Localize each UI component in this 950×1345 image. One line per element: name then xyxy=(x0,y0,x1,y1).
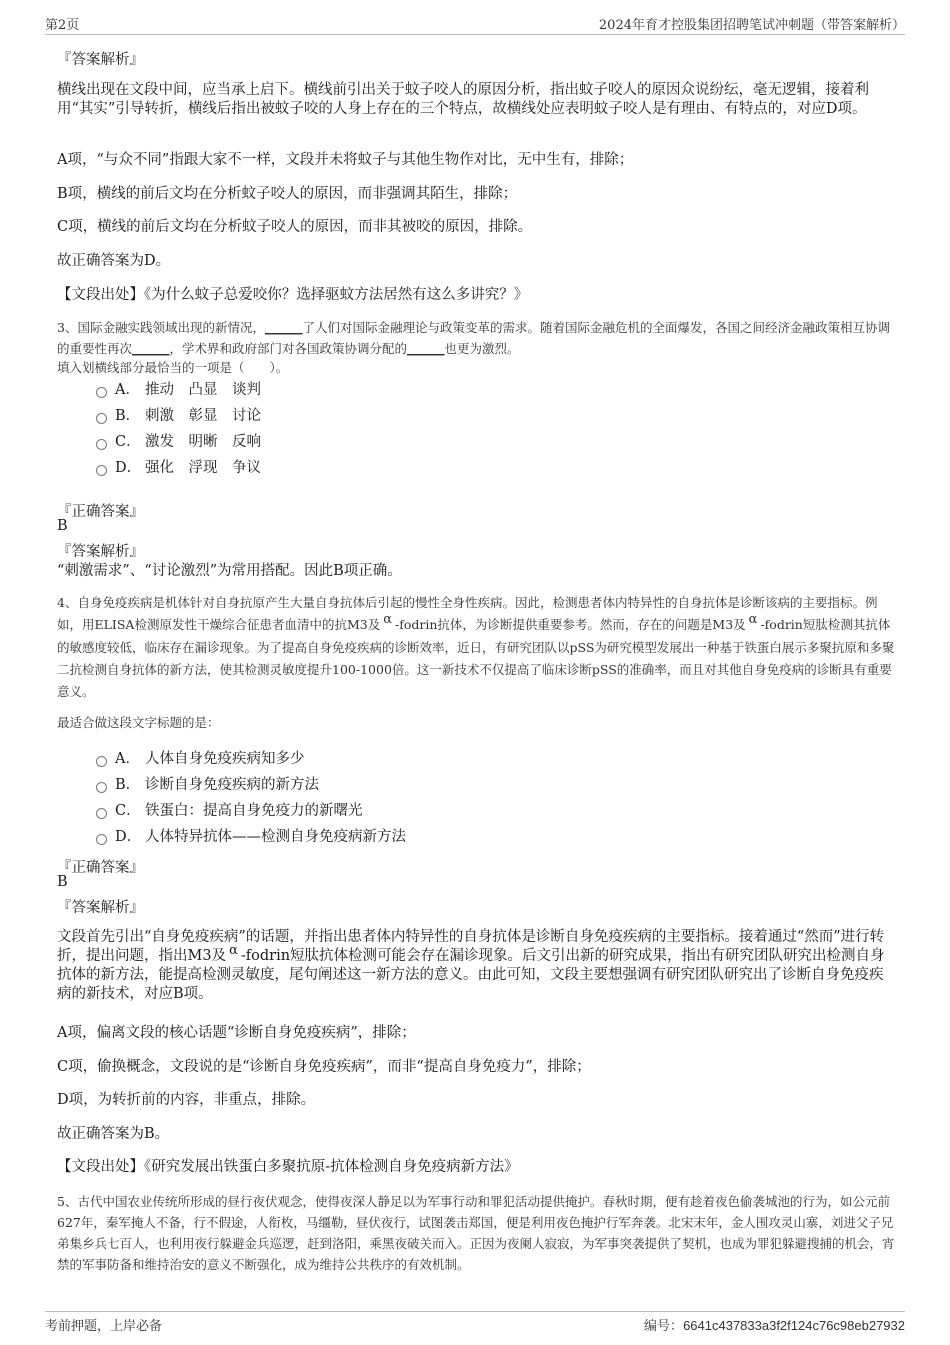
option-letter: D． xyxy=(115,829,142,845)
q4-stem-part: 4、自身免疫疾病是机体针对自身抗原产生大量自身抗体后引起的慢性全身性疾病。因此，检测患者体内特异性的自身抗体是诊断该病的主要指标。例如，用ELISA检测原发性干燥综合征患者血清中的抗M3及 xyxy=(57,595,878,632)
radio-icon[interactable] xyxy=(96,834,107,845)
alpha-symbol: α xyxy=(229,943,238,958)
q4-instruction: 最适合做这段文字标题的是： xyxy=(57,715,220,730)
q4-option-c-analysis: C项，偷换概念，文段说的是“诊断自身免疫疾病”，而非“提高自身免疫力”，排除； xyxy=(57,1059,591,1075)
option-text: 强化 浮现 争议 xyxy=(145,460,261,476)
q4-analysis-heading: 『答案解析』 xyxy=(57,900,144,916)
page-number: 第2页 xyxy=(45,18,80,33)
q3-blank-2: ______ xyxy=(132,341,170,356)
q4-option-d-analysis: D项，为转折前的内容，非重点，排除。 xyxy=(57,1092,316,1108)
q3-stem-part: 也更为激烈。 xyxy=(444,341,520,356)
q3-analysis-text: “刺激需求”、“讨论激烈”为常用搭配。因此B项正确。 xyxy=(57,563,402,579)
footer-code xyxy=(644,1315,905,1334)
q4-answer-heading: 『正确答案』 xyxy=(57,860,144,876)
q3-option-c[interactable] xyxy=(96,432,261,452)
q2-option-c-analysis: C项，横线的前后文均在分析蚊子咬人的原因，而非其被咬的原因，排除。 xyxy=(57,219,533,235)
radio-icon[interactable] xyxy=(96,756,107,767)
option-text: 人体特异抗体——检测自身免疫病新方法 xyxy=(145,829,406,845)
q4-option-a-analysis: A项，偏离文段的核心话题“诊断自身免疫疾病”，排除； xyxy=(57,1025,416,1041)
q3-stem-part: ，学术界和政府部门对各国政策协调分配的 xyxy=(169,341,408,356)
option-letter: D． xyxy=(115,460,142,476)
header-divider xyxy=(45,34,905,35)
option-text: 铁蛋白：提高自身免疫力的新曙光 xyxy=(145,803,363,819)
q4-analysis-text xyxy=(57,928,892,1004)
option-text: 推动 凸显 谈判 xyxy=(145,382,261,398)
option-letter: A． xyxy=(115,751,140,767)
q3-instruction: 填入划横线部分最恰当的一项是（ ）。 xyxy=(57,360,289,375)
q4-answer: B xyxy=(57,874,68,890)
q3-blank-3: ______ xyxy=(407,341,445,356)
radio-icon[interactable] xyxy=(96,808,107,819)
footer-code-label: 编号： xyxy=(644,1319,684,1334)
option-text: 刺激 彰显 讨论 xyxy=(145,408,261,424)
radio-icon[interactable] xyxy=(96,387,107,398)
option-letter: B． xyxy=(115,777,141,793)
footer-code-value: 6641c437833a3f2f124c76c98eb27932 xyxy=(683,1318,905,1333)
footer-divider xyxy=(45,1311,905,1312)
radio-icon[interactable] xyxy=(96,782,107,793)
q4-analysis-part: 文段首先引出“自身免疫疾病”的话题，并指出患者体内特异性的自身抗体是诊断自身免疫疾病的主要指标。接着通过“然而”进行转折，提出问题，指出M3及 xyxy=(57,929,885,964)
option-text: 激发 明晰 反响 xyxy=(145,434,261,450)
q2-source: 【文段出处】《为什么蚊子总爱咬你？选择驱蚊方法居然有这么多讲究？》 xyxy=(57,287,529,303)
q4-analysis-part: -fodrin短肽抗体检测可能会存在漏诊现象。后文引出新的研究成果，指出有研究团队研究出检测自身抗体的新方法，能提高检测灵敏度，尾句阐述这一新方法的意义。由此可知，文段主要想强调有研究团队研究出了诊断自身免疫疾病的新技术，对应B项。 xyxy=(57,948,885,1002)
q4-conclusion: 故正确答案为B。 xyxy=(57,1126,170,1142)
q3-stem-part: 3、国际金融实践领域出现的新情况， xyxy=(57,320,265,335)
option-text: 诊断自身免疫疾病的新方法 xyxy=(145,777,319,793)
alpha-symbol: α xyxy=(748,612,758,627)
q2-analysis-text: 横线出现在文段中间，应当承上启下。横线前引出关于蚊子咬人的原因分析，指出蚊子咬人的原因众说纷纭，毫无逻辑，接着利用“其实”引导转折，横线后指出被蚊子咬的人身上存在的三个特点，故横线处应表明蚊子咬人是有理由、有特点的，对应D项。 xyxy=(57,82,869,117)
option-letter: A． xyxy=(115,382,140,398)
radio-icon[interactable] xyxy=(96,439,107,450)
q5-stem: 5、古代中国农业传统所形成的昼行夜伏观念，使得夜深人静足以为军事行动和罪犯活动提供掩护。春秋时期，便有趁着夜色偷袭城池的行为，如公元前627年，秦军掩人不备，行不假途，人衔枚，马缰勒，昼伏夜行，试图袭击郑国，便是利用夜色掩护行军奔袭。北宋末年，金人围攻灵山寨，刘进父子兄弟集乡兵七百人，也利用夜行躲避金兵巡逻，赶到洛阳，乘黑夜破关而入。正因为夜阑人寂寂，为军事突袭提供了契机，也成为罪犯躲避搜捕的机会，宵禁的军事防备和维持治安的意义不断强化，成为维持公共秩序的有效机制。 xyxy=(57,1194,895,1272)
q3-answer-heading: 『正确答案』 xyxy=(57,504,144,520)
option-letter: C． xyxy=(115,434,141,450)
q4-source: 【文段出处】《研究发展出铁蛋白多聚抗原-抗体检测自身免疫病新方法》 xyxy=(57,1159,519,1175)
q3-blank-1: ______ xyxy=(264,320,303,335)
q4-stem-part: -fodrin短肽检测其抗体的敏感度较低，临床存在漏诊现象。为了提高自身免疫疾病的诊断效率，近日，有研究团队以pSS为研究模型发展出一种基于铁蛋白展示多聚抗原和多聚二抗检测自身抗体的新方法，使其检测灵敏度提升100-1000倍。这一新技术不仅提高了临床诊断pSS的准确率，而且对其他自身免疫病的诊断具有重要意义。 xyxy=(57,617,895,699)
footer-slogan: 考前押题，上岸必备 xyxy=(45,1319,163,1334)
q3-stem xyxy=(57,317,895,359)
q3-option-b[interactable] xyxy=(96,406,261,426)
q3-option-d[interactable] xyxy=(96,458,261,478)
q2-option-a-analysis: A项，“与众不同”指跟大家不一样，文段并未将蚊子与其他生物作对比，无中生有，排除； xyxy=(57,152,634,168)
q2-analysis-heading: 『答案解析』 xyxy=(57,52,144,68)
q4-option-d[interactable] xyxy=(96,827,406,847)
q4-stem-part: -fodrin抗体，为诊断提供重要参考。然而，存在的问题是M3及 xyxy=(395,617,746,632)
q3-analysis-heading: 『答案解析』 xyxy=(57,544,144,560)
alpha-symbol: α xyxy=(383,612,392,627)
radio-icon[interactable] xyxy=(96,465,107,476)
option-text: 人体自身免疫疾病知多少 xyxy=(145,751,305,767)
q4-option-c[interactable] xyxy=(96,801,363,821)
option-letter: B． xyxy=(115,408,141,424)
q2-conclusion: 故正确答案为D。 xyxy=(57,253,171,269)
q3-option-a[interactable] xyxy=(96,380,261,400)
option-letter: C． xyxy=(115,803,141,819)
document-title: 2024年育才控股集团招聘笔试冲刺题（带答案解析） xyxy=(598,18,905,33)
q4-option-a[interactable] xyxy=(96,749,305,769)
q3-answer: B xyxy=(57,518,68,534)
q4-option-b[interactable] xyxy=(96,775,319,795)
radio-icon[interactable] xyxy=(96,413,107,424)
q3-stem-part: 了人们对国际金融理论与政策变革的需求。随着国际金融危机的全面爆发，各国之间经济金融政策相互协调的重要性再次 xyxy=(57,320,890,356)
q2-option-b-analysis: B项，横线的前后文均在分析蚊子咬人的原因，而非强调其陌生，排除； xyxy=(57,186,518,202)
q4-stem xyxy=(57,592,895,703)
